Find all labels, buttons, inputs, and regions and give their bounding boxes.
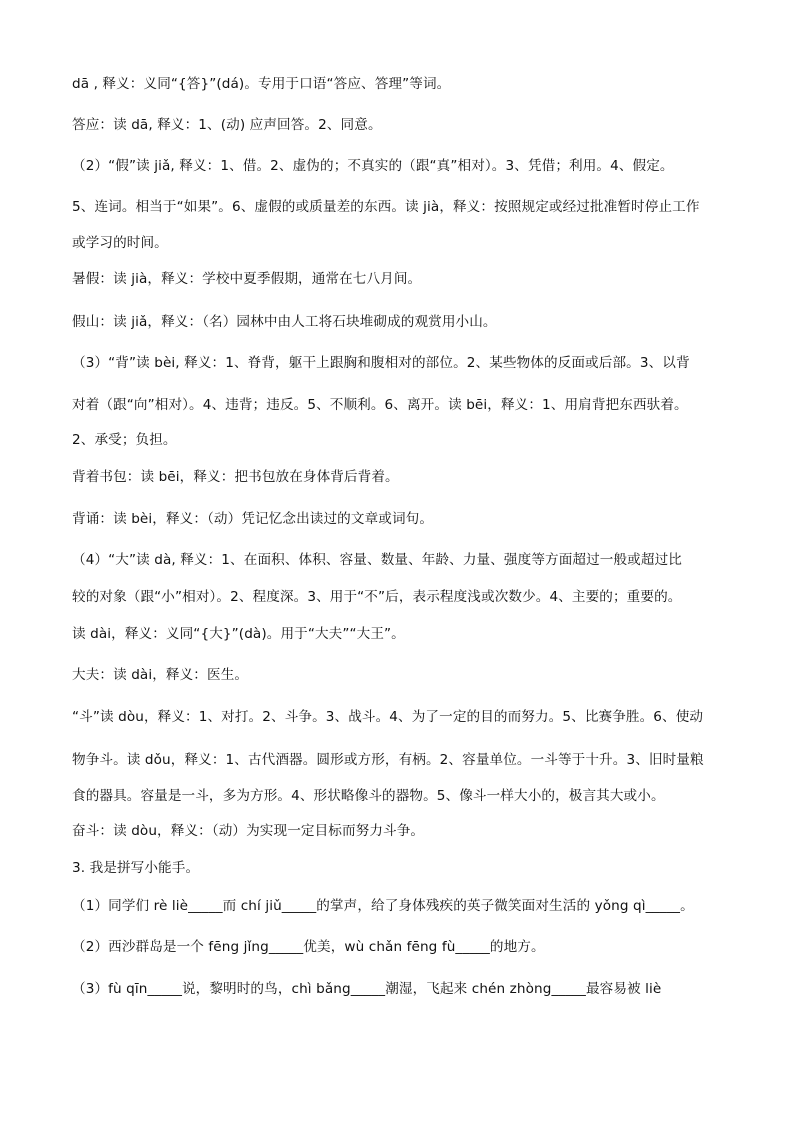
text-line: （2）“假”读 jiǎ, 释义：1、借。2、虚伪的；不真实的（跟“真”相对）。3、凭借；利用。4、假定。 xyxy=(72,158,674,174)
text-line: 假山：读 jiǎ，释义：（名）园林中由人工将石块堆砌成的观赏用小山。 xyxy=(72,314,497,330)
text-line: 2、承受；负担。 xyxy=(72,432,177,448)
text-line: 5、连词。相当于“如果”。6、虚假的或质量差的东西。读 jià，释义：按照规定或经过批准暂时停止工作 xyxy=(72,199,700,215)
exercise-question: （1）同学们 rè liè_____而 chí jiǔ_____的掌声，给了身体残疾的英子微笑面对生活的 yǒng qì_____。 xyxy=(72,898,694,914)
text-line: 暑假：读 jià，释义：学校中夏季假期，通常在七八月间。 xyxy=(72,271,422,287)
text-line: 食的器具。容量是一斗，多为方形。4、形状略像斗的器物。5、像斗一样大小的，极言其大或小。 xyxy=(72,788,665,804)
text-line: 或学习的时间。 xyxy=(72,235,168,251)
text-line: 背着书包：读 bēi，释义：把书包放在身体背后背着。 xyxy=(72,469,399,485)
exercise-question: （2）西沙群岛是一个 fēng jǐng_____优美，wù chǎn fēng fù_____的地方。 xyxy=(72,939,545,955)
section-heading: 3. 我是拼写小能手。 xyxy=(72,860,200,876)
text-line: 物争斗。读 dǒu，释义：1、古代酒器。圆形或方形，有柄。2、容量单位。一斗等于十升。3、旧时量粮 xyxy=(72,752,704,768)
text-line: “斗”读 dòu，释义：1、对打。2、斗争。3、战斗。4、为了一定的目的而努力。5、比赛争胜。6、使动 xyxy=(72,709,704,725)
text-line: （4）“大”读 dà, 释义：1、在面积、体积、容量、数量、年龄、力量、强度等方面超过一般或超过比 xyxy=(72,552,682,568)
exercise-question: （3）fù qīn_____说，黎明时的鸟，chì bǎng_____潮湿，飞起来 chén zhòng_____最容易被 liè xyxy=(72,981,662,997)
text-line: （3）“背”读 bèi, 释义：1、脊背，躯干上跟胸和腹相对的部位。2、某些物体的反面或后部。3、以背 xyxy=(72,355,690,371)
text-line: 对着（跟“向”相对）。4、违背；违反。5、不顺利。6、离开。读 bēi，释义：1、用肩背把东西驮着。 xyxy=(72,397,688,413)
text-line: dā , 释义：义同“{答}”(dá)。专用于口语“答应、答理”等词。 xyxy=(72,76,451,92)
text-line: 背诵：读 bèi，释义：（动）凭记忆念出读过的文章或词句。 xyxy=(72,511,434,527)
text-line: 奋斗：读 dòu，释义：（动）为实现一定目标而努力斗争。 xyxy=(72,823,425,839)
text-line: 答应：读 dā, 释义：1、(动) 应声回答。2、同意。 xyxy=(72,117,382,133)
text-line: 读 dài，释义：义同“{大}”(dà)。用于“大夫”“大王”。 xyxy=(72,626,405,642)
text-line: 大夫：读 dài，释义：医生。 xyxy=(72,667,249,683)
text-line: 较的对象（跟“小”相对）。2、程度深。3、用于“不”后，表示程度浅或次数少。4、主要的；重要的。 xyxy=(72,589,682,605)
